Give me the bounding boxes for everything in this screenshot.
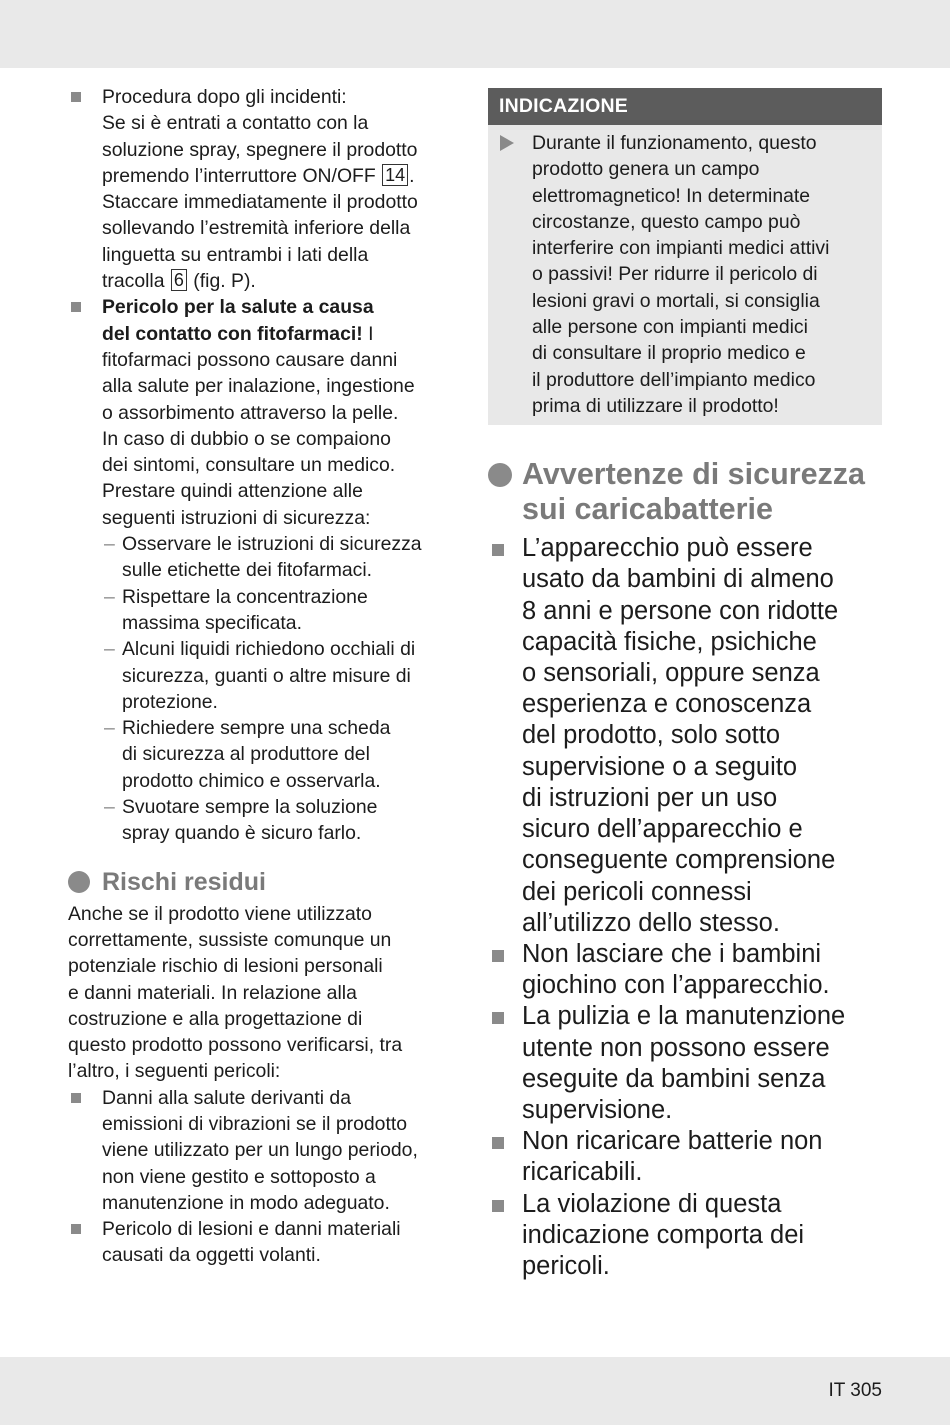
list-item bbox=[488, 939, 882, 1001]
text-line: causati da oggetti volanti. bbox=[102, 1244, 321, 1267]
text-line: costruzione e alla progettazione di bbox=[68, 1007, 363, 1030]
text-line: circostanze, questo campo può bbox=[532, 210, 801, 233]
left-column bbox=[68, 84, 460, 1269]
text-line: all’utilizzo dello stesso. bbox=[522, 908, 780, 937]
text-line: soluzione spray, spegnere il prodotto bbox=[102, 138, 418, 161]
text-line: premendo l’interruttore ON/OFF 14 . bbox=[102, 164, 415, 187]
text-line: La pulizia e la manutenzione bbox=[522, 1002, 846, 1031]
text-line: emissioni di vibrazioni se il prodotto bbox=[102, 1112, 408, 1135]
notice-box bbox=[488, 88, 882, 425]
text-line: L’apparecchio può essere bbox=[522, 534, 813, 563]
text-line: del contatto con fitofarmaci! I bbox=[102, 322, 374, 345]
notice-body bbox=[488, 125, 882, 425]
dash-icon: – bbox=[104, 717, 115, 740]
text-line: In caso di dubbio o se compaiono bbox=[102, 427, 391, 450]
text-line: Richiedere sempre una scheda bbox=[122, 717, 391, 740]
dash-icon: – bbox=[104, 585, 115, 608]
text-line: Svuotare sempre la soluzione bbox=[122, 796, 378, 819]
text-line: sicurezza, guanti o altre misure di bbox=[122, 664, 411, 687]
text-line: tracolla 6 (fig. P). bbox=[102, 270, 256, 293]
text-line: Danni alla salute derivanti da bbox=[102, 1086, 352, 1109]
text-line: Rispettare la concentrazione bbox=[122, 585, 368, 608]
text-line: sicuro dell’apparecchio e bbox=[522, 815, 803, 844]
list-item bbox=[68, 1085, 460, 1216]
charger-warnings-list bbox=[488, 533, 882, 1282]
text-line: Alcuni liquidi richiedono occhiali di bbox=[122, 638, 416, 661]
part-number-badge: 6 bbox=[171, 269, 187, 291]
text-line: protezione. bbox=[122, 690, 218, 713]
list-item-incident-procedure bbox=[68, 84, 460, 294]
text-line: supervisione. bbox=[522, 1095, 673, 1124]
text-line: e danni materiali. In relazione alla bbox=[68, 981, 357, 1004]
text-line: Durante il funzionamento, questo bbox=[532, 132, 817, 154]
text-line: supervisione o a seguito bbox=[522, 752, 798, 781]
text-line: usato da bambini di almeno bbox=[522, 565, 834, 594]
dash-item bbox=[68, 715, 460, 794]
right-column bbox=[488, 88, 882, 1282]
text-line: Procedura dopo gli incidenti: bbox=[102, 86, 347, 108]
text-line: viene utilizzato per un lungo periodo, bbox=[102, 1139, 418, 1162]
dash-icon: – bbox=[104, 533, 115, 556]
text-line: o assorbimento attraverso la pelle. bbox=[102, 401, 399, 424]
text-line: interferire con impianti medici attivi bbox=[532, 237, 830, 260]
text-line: il produttore dell’impianto medico bbox=[532, 368, 816, 391]
dash-item bbox=[68, 636, 460, 715]
list-item bbox=[488, 1189, 882, 1283]
footer-band bbox=[0, 1357, 950, 1425]
dash-icon: – bbox=[104, 638, 115, 661]
bullet-dot-icon bbox=[68, 871, 90, 893]
text-line: spray quando è sicuro farlo. bbox=[122, 822, 362, 845]
text-line: utente non possono essere bbox=[522, 1033, 830, 1062]
bullet-dot-icon bbox=[488, 463, 512, 487]
text-line: dei pericoli connessi bbox=[522, 877, 752, 906]
text-line: o sensoriali, oppure senza bbox=[522, 659, 820, 688]
text-line: correttamente, sussiste comunque un bbox=[68, 928, 392, 951]
text-line: Se si è entrati a contatto con la bbox=[102, 112, 369, 135]
list-item bbox=[488, 533, 882, 939]
text-line: manutenzione in modo adeguato. bbox=[102, 1191, 390, 1214]
text-line: Osservare le istruzioni di sicurezza bbox=[122, 533, 422, 556]
text-line: eseguite da bambini senza bbox=[522, 1064, 826, 1093]
text-line: indicazione comporta dei bbox=[522, 1220, 805, 1249]
text-line: prima di utilizzare il prodotto! bbox=[532, 394, 779, 417]
residual-risks-paragraph bbox=[68, 901, 460, 1085]
part-number-badge: 14 bbox=[382, 164, 408, 186]
section-heading-residual-risks: Rischi residui bbox=[68, 867, 460, 897]
text-line: seguenti istruzioni di sicurezza: bbox=[102, 506, 371, 529]
text-line: prodotto genera un campo bbox=[532, 158, 760, 181]
text-line: o passivi! Per ridurre il pericolo di bbox=[532, 263, 818, 286]
text-line: di consultare il proprio medico e bbox=[532, 342, 806, 365]
text-line: sulle etichette dei fitofarmaci. bbox=[122, 559, 373, 582]
section-heading-charger-safety: Avvertenze di sicurezza sui caricabatterie bbox=[488, 457, 882, 527]
text-line: giochino con l’apparecchio. bbox=[522, 971, 830, 1000]
dash-item bbox=[68, 794, 460, 847]
text-line: non viene gestito e sottoposto a bbox=[102, 1165, 376, 1188]
dash-item bbox=[68, 584, 460, 637]
text-line: lesioni gravi o mortali, si consiglia bbox=[532, 289, 820, 312]
text-line: linguetta su entrambi i lati della bbox=[102, 243, 369, 266]
dash-item bbox=[68, 531, 460, 584]
text-line: elettromagnetico! In determinate bbox=[532, 184, 811, 207]
text-line: conseguente comprensione bbox=[522, 846, 836, 875]
play-arrow-icon bbox=[500, 135, 514, 151]
text-line: capacità fisiche, psichiche bbox=[522, 627, 817, 656]
text-line: sollevando l’estremità inferiore della bbox=[102, 217, 411, 240]
text-line: alle persone con impianti medici bbox=[532, 316, 808, 339]
header-band bbox=[0, 0, 950, 68]
text-line: Anche se il prodotto viene utilizzato bbox=[68, 902, 372, 925]
text-line: alla salute per inalazione, ingestione bbox=[102, 375, 415, 398]
text-line: Staccare immediatamente il prodotto bbox=[102, 191, 418, 214]
text-line: Pericolo per la salute a causa bbox=[102, 296, 374, 319]
text-line: ricaricabili. bbox=[522, 1158, 643, 1187]
text-line: questo prodotto possono verificarsi, tra bbox=[68, 1034, 403, 1057]
text-line: pericoli. bbox=[522, 1251, 610, 1280]
text-line: del prodotto, solo sotto bbox=[522, 721, 781, 750]
text-line: La violazione di questa bbox=[522, 1189, 782, 1218]
text-line: Prestare quindi attenzione alle bbox=[102, 480, 363, 503]
list-item bbox=[68, 1216, 460, 1269]
text-line: 8 anni e persone con ridotte bbox=[522, 596, 839, 625]
text-line: Pericolo di lesioni e danni materiali bbox=[102, 1218, 401, 1241]
text-line: l’altro, i seguenti pericoli: bbox=[68, 1060, 281, 1083]
list-item bbox=[488, 1126, 882, 1188]
text-line: potenziale rischio di lesioni personali bbox=[68, 955, 383, 978]
dash-icon: – bbox=[104, 796, 115, 819]
list-item bbox=[488, 1001, 882, 1126]
text-line: esperienza e conoscenza bbox=[522, 690, 812, 719]
text-line: Non lasciare che i bambini bbox=[522, 939, 822, 968]
text-line: Non ricaricare batterie non bbox=[522, 1127, 823, 1156]
text-line: prodotto chimico e osservarla. bbox=[122, 769, 381, 792]
notice-title: INDICAZIONE bbox=[488, 88, 882, 125]
text-line: di istruzioni per un uso bbox=[522, 783, 778, 812]
list-item-health-hazard bbox=[68, 294, 460, 531]
text-line: massima specificata. bbox=[122, 611, 302, 634]
text-line: fitofarmaci possono causare danni bbox=[102, 348, 398, 371]
page-number: IT 305 bbox=[828, 1380, 882, 1401]
text-line: di sicurezza al produttore del bbox=[122, 743, 370, 766]
text-line: dei sintomi, consultare un medico. bbox=[102, 454, 396, 477]
